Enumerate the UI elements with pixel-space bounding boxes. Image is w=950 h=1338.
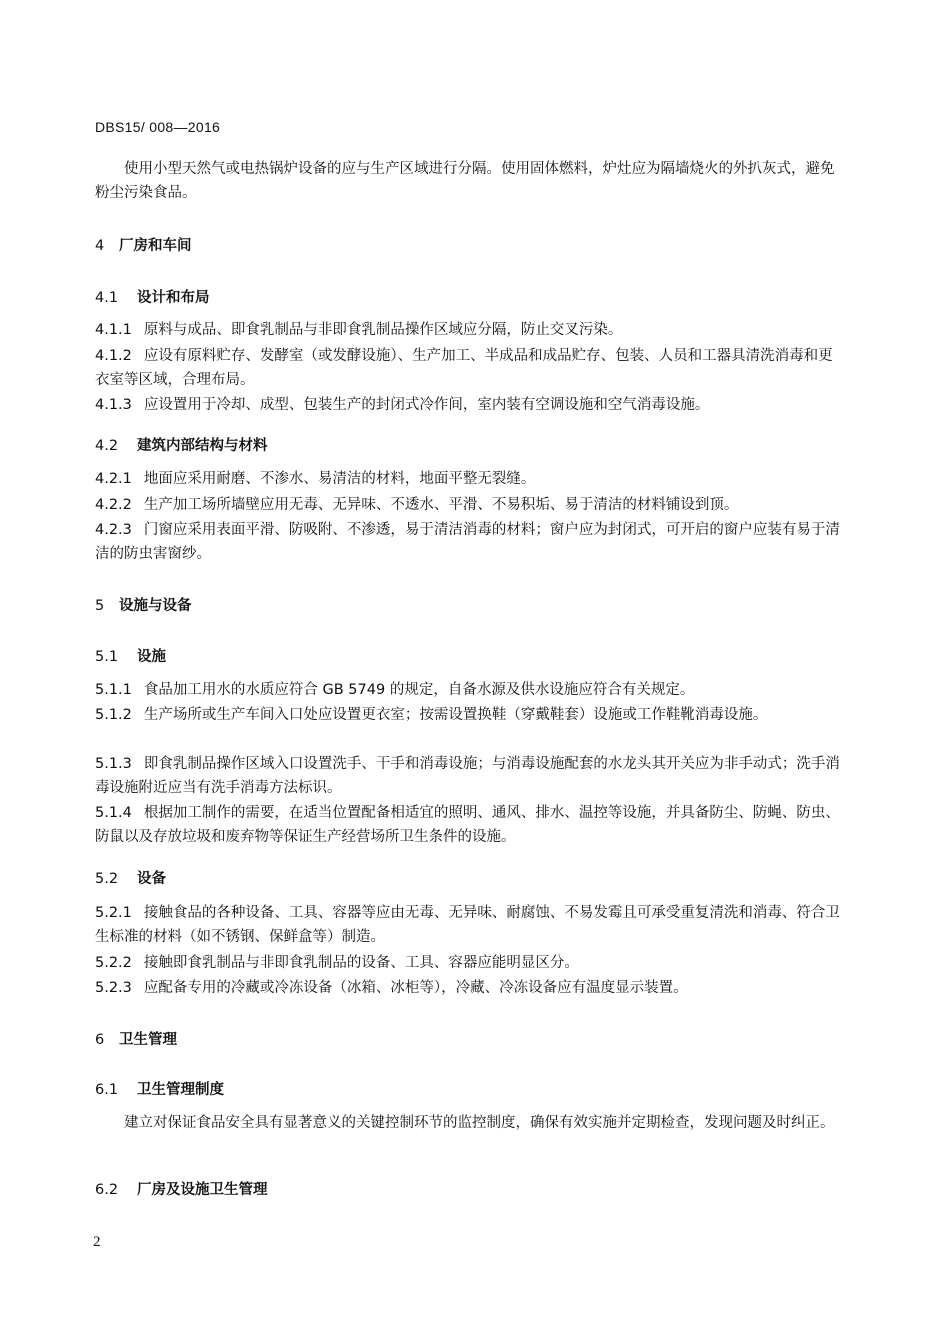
section-6-1-heading: [95, 1078, 224, 1099]
section-4-heading: [95, 234, 192, 255]
section-title: 厂房和车间: [119, 238, 192, 254]
clause-text: 食品加工用水的水质应符合 GB 5749 的规定，自备水源及供水设施应符合有关规定。: [143, 682, 695, 698]
clause-number: 4.1.2: [95, 348, 132, 364]
clause-text: 应配备专用的冷藏或冷冻设备（冰箱、冰柜等），冷藏、冷冻设备应有温度显示装置。: [143, 980, 688, 996]
section-number: 6.2: [95, 1182, 119, 1198]
section-number: 5.1: [95, 649, 119, 665]
clause-number: 4.2.1: [95, 471, 132, 487]
section-4-1-heading: [95, 286, 210, 307]
clause-number: 5.2.3: [95, 980, 132, 996]
clause-number: 5.2.2: [95, 955, 132, 971]
clause-number: 5.1.2: [95, 707, 132, 723]
section-number: 4: [95, 238, 105, 254]
clause-text: 门窗应采用表面平滑、防吸附、不渗透，易于清洁消毒的材料；窗户应为封闭式，可开启的窗户应装有易于清洁的防虫害窗纱。: [95, 522, 840, 562]
intro-paragraph: 使用小型天然气或电热锅炉设备的应与生产区域进行分隔。使用固体燃料，炉灶应为隔墙烧火的外扒灰式，避免粉尘污染食品。: [95, 161, 835, 201]
clause-4-1-1: [95, 318, 845, 342]
section-number: 4.1: [95, 290, 119, 306]
clause-text: 根据加工制作的需要，在适当位置配备相适宜的照明、通风、排水、温控等设施，并具备防尘、防蝇、防虫、防鼠以及存放垃圾和废弃物等保证生产经营场所卫生条件的设施。: [95, 805, 840, 845]
clause-5-1-2: [95, 703, 845, 727]
clause-5-2-1: [95, 901, 845, 949]
section-number: 5.2: [95, 871, 119, 887]
page-number: 2: [93, 1234, 101, 1250]
clause-number: 5.2.1: [95, 905, 132, 921]
section-5-heading: [95, 594, 192, 615]
clause-5-2-2: [95, 951, 845, 975]
clause-5-1-3: [95, 752, 845, 800]
section-title: 设备: [137, 871, 166, 887]
clause-text: 接触食品的各种设备、工具、容器等应由无毒、无异味、耐腐蚀、不易发霉且可承受重复清洗和消毒、符合卫生标准的材料（如不锈钢、保鲜盒等）制造。: [95, 905, 840, 945]
section-4-2-heading: [95, 434, 268, 455]
clause-text: 即食乳制品操作区域入口设置洗手、干手和消毒设施；与消毒设施配套的水龙头其开关应为非手动式；洗手消毒设施附近应当有洗手消毒方法标识。: [95, 756, 840, 796]
section-6-heading: [95, 1028, 177, 1049]
clause-number: 5.1.4: [95, 805, 132, 821]
clause-5-1-4: [95, 801, 845, 849]
clause-text: 原料与成品、即食乳制品与非即食乳制品操作区域应分隔，防止交叉污染。: [143, 322, 623, 338]
section-title: 卫生管理制度: [137, 1082, 224, 1098]
clause-number: 5.1.3: [95, 756, 132, 772]
document-id-header: DBS15/ 008—2016: [95, 119, 221, 135]
clause-5-1-1: [95, 678, 845, 702]
clause-number: 5.1.1: [95, 682, 132, 698]
clause-number: 4.1.1: [95, 322, 132, 338]
section-5-2-heading: [95, 867, 166, 888]
section-6-2-heading: [95, 1178, 268, 1199]
section-number: 6: [95, 1032, 105, 1048]
clause-text: 生产场所或生产车间入口处应设置更衣室；按需设置换鞋（穿戴鞋套）设施或工作鞋靴消毒设施。: [143, 707, 768, 723]
section-number: 5: [95, 598, 105, 614]
section-title: 设施与设备: [119, 598, 192, 614]
section-6-1-paragraph: 建立对保证食品安全具有显著意义的关键控制环节的监控制度，确保有效实施并定期检查，发现问题及时纠正。: [124, 1115, 835, 1131]
clause-4-2-2: [95, 493, 845, 517]
clause-4-2-3: [95, 518, 845, 566]
clause-number: 4.2.2: [95, 497, 132, 513]
clause-text: 生产加工场所墙壁应用无毒、无异味、不透水、平滑、不易积垢、易于清洁的材料铺设到顶。: [143, 497, 739, 513]
section-title: 设施: [137, 649, 166, 665]
clause-5-2-3: [95, 976, 845, 1000]
clause-text: 应设置用于冷却、成型、包装生产的封闭式冷作间，室内装有空调设施和空气消毒设施。: [143, 397, 710, 413]
clause-number: 4.2.3: [95, 522, 132, 538]
section-title: 建筑内部结构与材料: [137, 438, 268, 454]
clause-4-2-1: [95, 467, 845, 491]
clause-number: 4.1.3: [95, 397, 132, 413]
section-title: 设计和布局: [137, 290, 210, 306]
section-number: 4.2: [95, 438, 119, 454]
clause-4-1-3: [95, 393, 845, 417]
section-title: 卫生管理: [119, 1032, 177, 1048]
clause-4-1-2: [95, 344, 845, 392]
clause-text: 应设有原料贮存、发酵室（或发酵设施）、生产加工、半成品和成品贮存、包装、人员和工器具清洗消毒和更衣室等区域，合理布局。: [95, 348, 833, 388]
section-5-1-heading: [95, 645, 166, 666]
section-title: 厂房及设施卫生管理: [137, 1182, 268, 1198]
section-number: 6.1: [95, 1082, 119, 1098]
clause-text: 地面应采用耐磨、不渗水、易清洁的材料，地面平整无裂缝。: [143, 471, 536, 487]
clause-text: 接触即食乳制品与非即食乳制品的设备、工具、容器应能明显区分。: [143, 955, 579, 971]
